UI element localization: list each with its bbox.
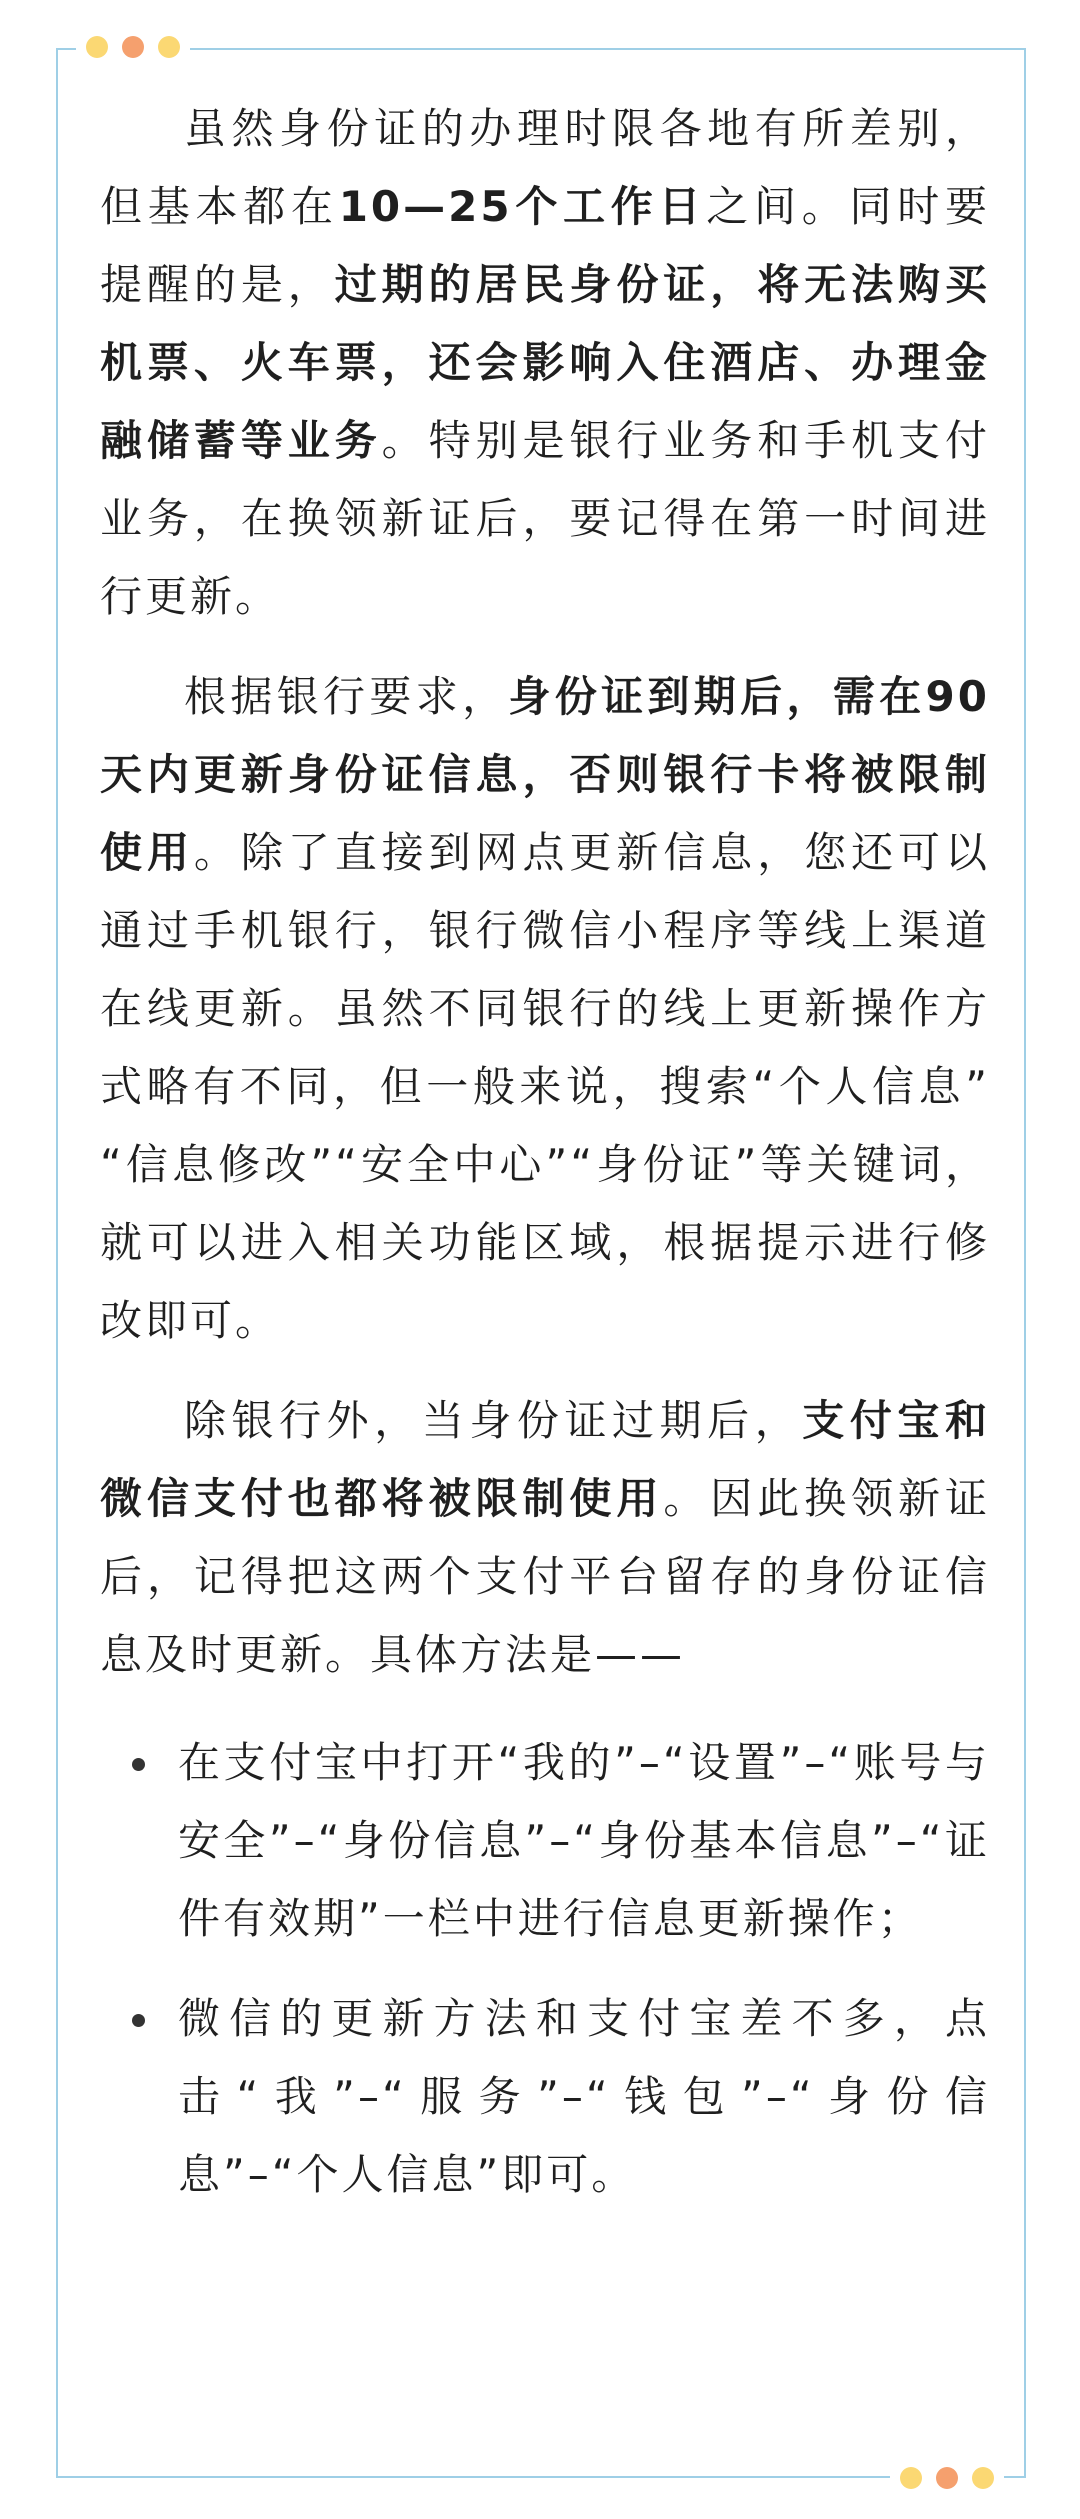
steps-list xyxy=(100,1724,990,2214)
decor-dot-icon xyxy=(900,2467,922,2489)
body-text: 。特别是银行业务和手机支付业务，在换领新证后，要记得在第一时间进行更新。 xyxy=(100,416,990,621)
decor-dot-icon xyxy=(158,36,180,58)
list-item-text: 在支付宝中打开“我的”–“设置”–“账号与安全”–“身份信息”–“身份基本信息”–“证件有效期”一栏中进行信息更新操作； xyxy=(178,1738,990,1943)
body-text: 。因此换领新证后，记得把这两个支付平台留存的身份证信息及时更新。具体方法是—— xyxy=(100,1474,990,1679)
top-decoration xyxy=(76,36,190,58)
list-item-text: 微信的更新方法和支付宝差不多，点击“我”–“服务”–“钱包”–“身份信息”–“个人信息”即可。 xyxy=(178,1994,990,2199)
emphasis-text: 10—25个工作日 xyxy=(338,182,707,231)
emphasis-text: 过期的居民身份证，将无法购买机票、火车票，还会影响入住酒店、办理金融储蓄等业务 xyxy=(100,260,990,465)
bottom-decoration xyxy=(890,2467,1004,2489)
decor-dot-icon xyxy=(122,36,144,58)
body-text: 。除了直接到网点更新信息，您还可以通过手机银行，银行微信小程序等线上渠道在线更新。虽然不同银行的线上更新操作方式略有不同，但一般来说，搜索“个人信息” “信息修改”“安全中心”“身份证”等关键词，就可以进入相关功能区域，根据提示进行修改即可。 xyxy=(100,828,990,1345)
decor-dot-icon xyxy=(936,2467,958,2489)
decor-dot-icon xyxy=(86,36,108,58)
list-item xyxy=(100,1724,990,1958)
emphasis-text: 支付宝和微信支付也都将被限制使用 xyxy=(100,1396,990,1523)
paragraph xyxy=(100,90,990,636)
decor-dot-icon xyxy=(972,2467,994,2489)
bullet-icon xyxy=(132,1758,145,1771)
emphasis-text: 身份证到期后，需在90天内更新身份证信息，否则银行卡将被限制使用 xyxy=(100,672,990,877)
list-item xyxy=(100,1980,990,2214)
paragraph xyxy=(100,658,990,1360)
body-text: 除银行外，当身份证过期后， xyxy=(184,1396,803,1445)
article-body xyxy=(100,90,990,2236)
body-text: 之间。同时要提醒的是， xyxy=(100,182,990,309)
paragraph xyxy=(100,1382,990,1694)
bullet-icon xyxy=(132,2014,145,2027)
body-text: 根据银行要求， xyxy=(184,672,509,721)
body-text: 虽然身份证的办理时限各地有所差别，但基本都在 xyxy=(100,104,990,231)
